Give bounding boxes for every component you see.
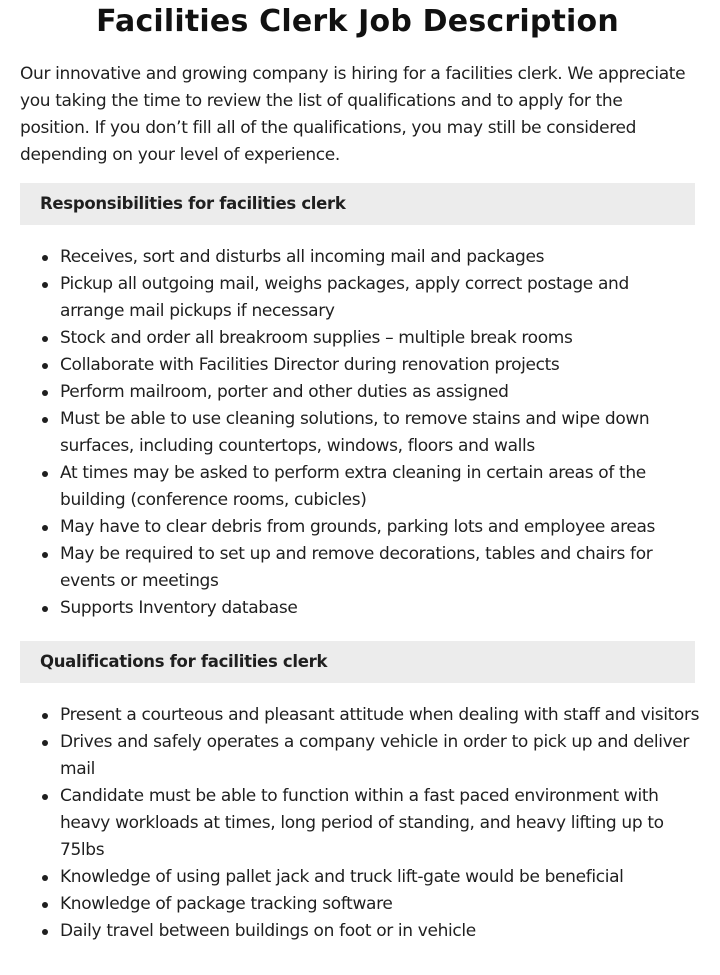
list-item: Receives, sort and disturbs all incoming mail and packages: [20, 244, 700, 271]
list-item: Knowledge of package tracking software: [20, 891, 700, 918]
responsibilities-heading: Responsibilities for facilities clerk: [20, 183, 695, 225]
list-item: Perform mailroom, porter and other duties as assigned: [20, 379, 700, 406]
list-item: At times may be asked to perform extra cleaning in certain areas of the building (conference rooms, cubicles): [20, 460, 700, 514]
list-item: Candidate must be able to function within a fast paced environment with heavy workloads at times, long period of standing, and heavy lifting up to 75lbs: [20, 783, 700, 864]
qualifications-heading: Qualifications for facilities clerk: [20, 641, 695, 683]
list-item: May be required to set up and remove decorations, tables and chairs for events or meetings: [20, 541, 700, 595]
list-item: Daily travel between buildings on foot or in vehicle: [20, 918, 700, 945]
list-item: Drives and safely operates a company vehicle in order to pick up and deliver mail: [20, 729, 700, 783]
page-title: Facilities Clerk Job Description: [96, 4, 619, 39]
list-item: Knowledge of using pallet jack and truck lift-gate would be beneficial: [20, 864, 700, 891]
list-item: Present a courteous and pleasant attitude when dealing with staff and visitors: [20, 702, 700, 729]
list-item: Must be able to use cleaning solutions, to remove stains and wipe down surfaces, including countertops, windows, floors and walls: [20, 406, 700, 460]
list-item: Pickup all outgoing mail, weighs packages, apply correct postage and arrange mail pickups if necessary: [20, 271, 700, 325]
responsibilities-list: [20, 244, 700, 622]
list-item: May have to clear debris from grounds, parking lots and employee areas: [20, 514, 700, 541]
list-item: Collaborate with Facilities Director during renovation projects: [20, 352, 700, 379]
list-item: Supports Inventory database: [20, 595, 700, 622]
qualifications-list: [20, 702, 700, 945]
list-item: Stock and order all breakroom supplies – multiple break rooms: [20, 325, 700, 352]
intro-paragraph: Our innovative and growing company is hiring for a facilities clerk. We appreciate you taking the time to review the list of qualifications and to apply for the position. If you don’t fill all of the qualifications, you may still be considered depending on your level of experience.: [20, 64, 686, 165]
